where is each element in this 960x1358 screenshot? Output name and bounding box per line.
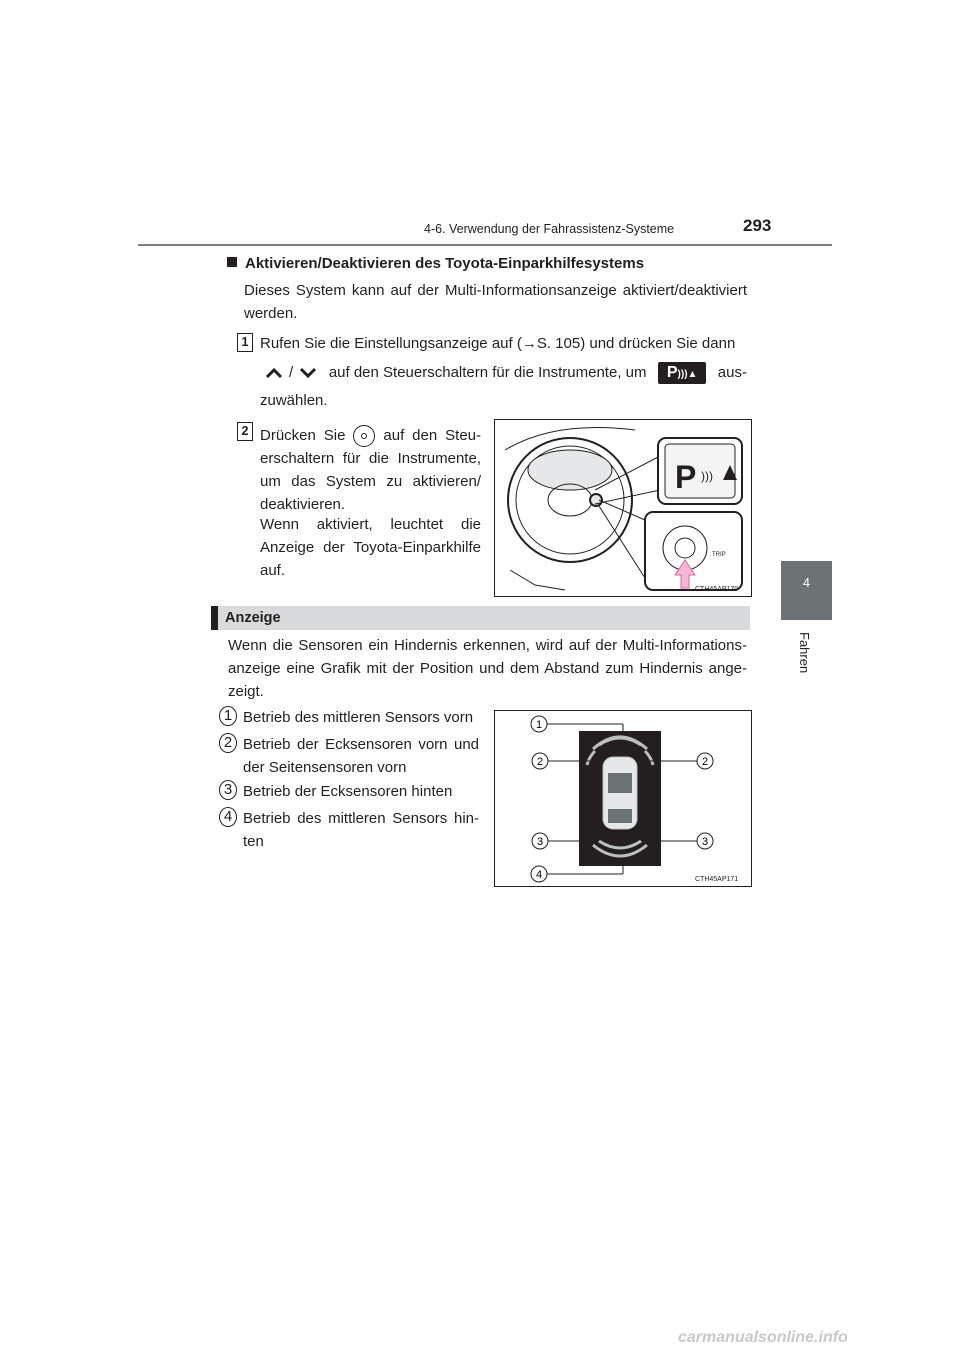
figure-steering-wheel (494, 419, 752, 597)
section-bar-accent (211, 606, 218, 630)
step2-note: Wenn aktiviert, leuchtet die Anzeige der Toyota-Einparkhilfe auf. (260, 516, 481, 579)
sensor-waves-icon: ))) (701, 469, 713, 483)
list-number-2: 2 (219, 733, 237, 753)
step1-text-b: auf den Steuerschaltern für die Instrumente, um (328, 364, 647, 381)
list-item-2: Betrieb der Ecksensoren vorn und der Seitensensoren vorn (243, 736, 479, 776)
badge-p: P (675, 459, 697, 495)
callout-1: 1 (535, 719, 543, 731)
chevron-up-icon (265, 367, 283, 379)
list-item-3: Betrieb der Ecksensoren hinten (243, 783, 453, 800)
step2-text: Drücken Sie auf den Steu-erschaltern für die Instrumente, um das System zu aktivieren/ deaktivieren. (260, 427, 482, 514)
intro-paragraph: Dieses System kann auf der Multi-Informationsanzeige aktiviert/deaktiviert werden. (244, 282, 747, 322)
list-number-3: 3 (219, 780, 237, 800)
up-down-icons (265, 361, 317, 384)
steering-wheel-illustration (495, 420, 751, 596)
chapter-number: 4 (803, 576, 810, 590)
callout-3-right: 3 (701, 836, 709, 848)
section-bar (211, 606, 750, 630)
callout-3-left: 3 (536, 836, 544, 848)
callout-2-left: 2 (536, 756, 544, 768)
heading-text: Aktivieren/Deaktivieren des Toyota-Einparkhilfesystems (245, 255, 645, 272)
square-bullet-icon (227, 257, 237, 267)
chevron-down-icon (299, 367, 317, 379)
parking-assist-badge-icon: P)))▲ (658, 362, 706, 384)
anzeige-paragraph: Wenn die Sensoren ein Hindernis erkennen, wird auf der Multi-Informations-anzeige eine Grafik mit der Position und dem Abstand zum Hindernis ange-zeigt. (228, 637, 747, 700)
callout-4: 4 (535, 869, 543, 881)
figure-code: CTH45AP171 (695, 876, 739, 883)
step-number-2: 2 (237, 422, 253, 441)
page-number: 293 (743, 216, 772, 235)
slash: / (289, 364, 294, 381)
list-item-1: Betrieb des mittleren Sensors vorn (243, 709, 474, 726)
chapter-label: Fahren (797, 632, 812, 674)
sensor-display-illustration (495, 711, 751, 886)
step1-line2 (265, 361, 747, 384)
header-rule (138, 244, 832, 246)
subsection-heading (227, 255, 644, 272)
step1-text-d: zuwählen. (260, 392, 328, 409)
trip-label: TRIP (712, 552, 726, 558)
callout-2-right: 2 (701, 756, 709, 768)
step1-text: Rufen Sie die Einstellungsanzeige auf (→S. 105) und drücken Sie dann (260, 335, 736, 352)
watermark: carmanualsonline.info (678, 1329, 848, 1346)
list-number-1: 1 (219, 706, 237, 726)
step1-text-c: aus- (717, 364, 747, 381)
ok-button-icon (353, 425, 375, 447)
list-item-4: Betrieb des mittleren Sensors hin-ten (243, 810, 479, 850)
list-number-4: 4 (219, 807, 237, 827)
figure-sensor-display (494, 710, 752, 887)
chapter-tab (781, 561, 832, 620)
figure-code: CTH45AP170 (695, 586, 739, 593)
step-number-1: 1 (237, 333, 253, 352)
section-title: 4-6. Verwendung der Fahrassistenz-Systeme (424, 222, 675, 236)
section-title-anzeige: Anzeige (225, 610, 281, 626)
